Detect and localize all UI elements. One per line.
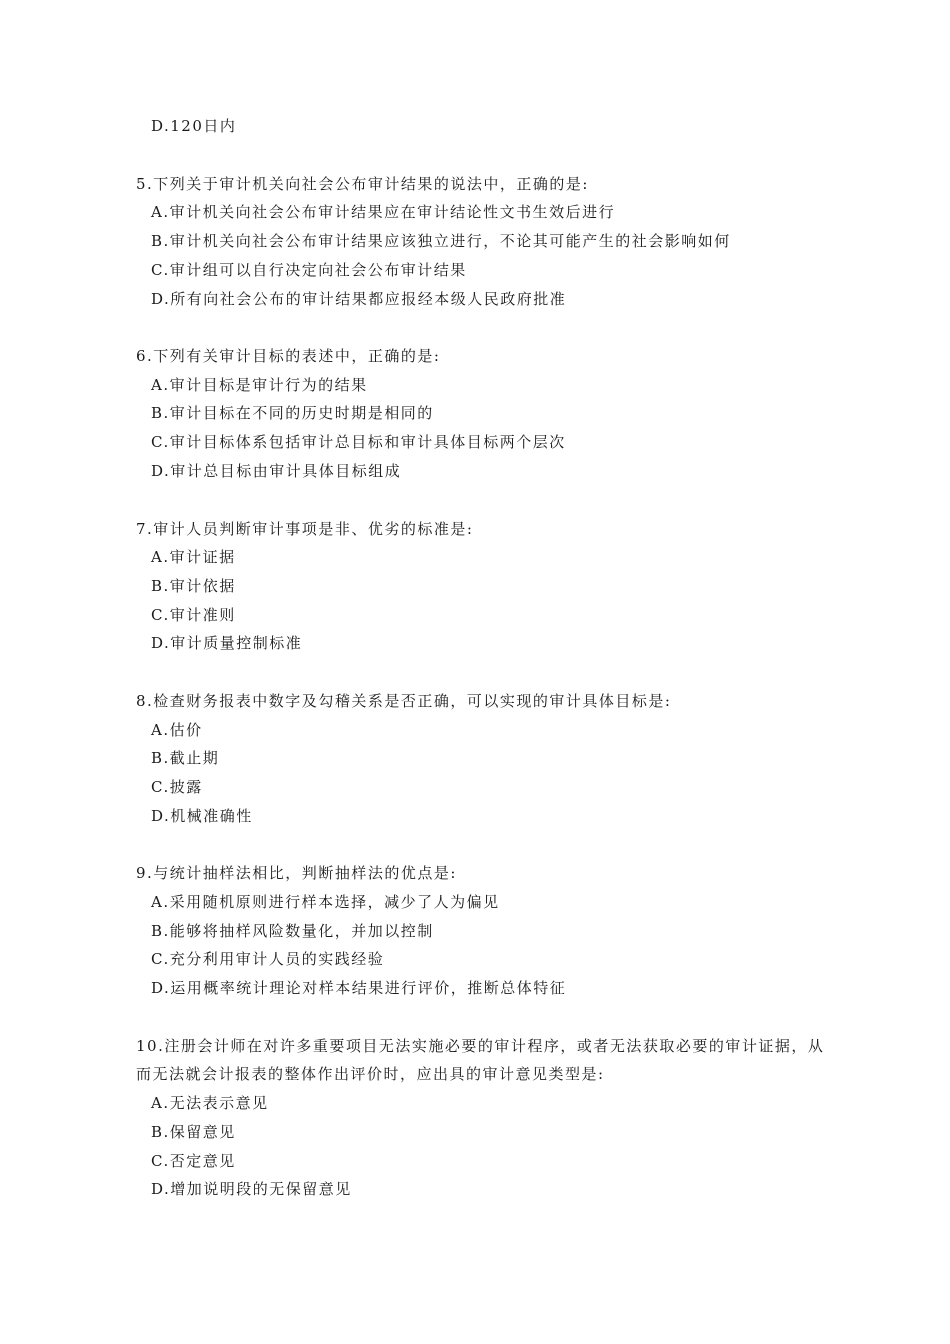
question-9-option-b: B.能够将抽样风险数量化，并加以控制 — [151, 922, 434, 940]
question-5-option-c: C.审计组可以自行决定向社会公布审计结果 — [151, 261, 467, 279]
question-8-option-a: A.估价 — [151, 721, 203, 739]
question-8-option-b: B.截止期 — [151, 749, 220, 767]
question-5-option-a: A.审计机关向社会公布审计结果应在审计结论性文书生效后进行 — [151, 203, 616, 221]
question-10-stem-line-1: 10.注册会计师在对许多重要项目无法实施必要的审计程序，或者无法获取必要的审计证据，从 — [136, 1037, 825, 1055]
question-10-option-c: C.否定意见 — [151, 1152, 236, 1170]
question-7-option-d: D.审计质量控制标准 — [151, 634, 303, 652]
question-9-option-c: C.充分利用审计人员的实践经验 — [151, 950, 385, 968]
question-6-stem: 6.下列有关审计目标的表述中，正确的是: — [136, 347, 441, 365]
question-9-option-a: A.采用随机原则进行样本选择，减少了人为偏见 — [151, 893, 500, 911]
question-5-option-d: D.所有向社会公布的审计结果都应报经本级人民政府批准 — [151, 290, 567, 308]
question-10-option-d: D.增加说明段的无保留意见 — [151, 1180, 352, 1198]
question-10-option-a: A.无法表示意见 — [151, 1094, 269, 1112]
question-5-option-b: B.审计机关向社会公布审计结果应该独立进行，不论其可能产生的社会影响如何 — [151, 232, 731, 250]
question-5-stem: 5.下列关于审计机关向社会公布审计结果的说法中，正确的是: — [136, 175, 589, 193]
option-d-q4: D.120日内 — [151, 117, 237, 135]
question-6-option-c: C.审计目标体系包括审计总目标和审计具体目标两个层次 — [151, 433, 566, 451]
question-7-option-a: A.审计证据 — [151, 548, 236, 566]
question-8-option-c: C.披露 — [151, 778, 203, 796]
question-8-stem: 8.检查财务报表中数字及勾稽关系是否正确，可以实现的审计具体目标是: — [136, 692, 672, 710]
question-10-option-b: B.保留意见 — [151, 1123, 236, 1141]
question-10-stem-line-2: 而无法就会计报表的整体作出评价时，应出具的审计意见类型是: — [136, 1065, 605, 1083]
question-8-option-d: D.机械准确性 — [151, 807, 253, 825]
question-6-option-d: D.审计总目标由审计具体目标组成 — [151, 462, 402, 480]
question-9-stem: 9.与统计抽样法相比，判断抽样法的优点是: — [136, 864, 457, 882]
question-9-option-d: D.运用概率统计理论对样本结果进行评价，推断总体特征 — [151, 979, 567, 997]
question-6-option-a: A.审计目标是审计行为的结果 — [151, 376, 368, 394]
question-7-stem: 7.审计人员判断审计事项是非、优劣的标准是: — [136, 520, 474, 538]
question-7-option-b: B.审计依据 — [151, 577, 236, 595]
question-6-option-b: B.审计目标在不同的历史时期是相同的 — [151, 404, 434, 422]
question-7-option-c: C.审计准则 — [151, 606, 236, 624]
